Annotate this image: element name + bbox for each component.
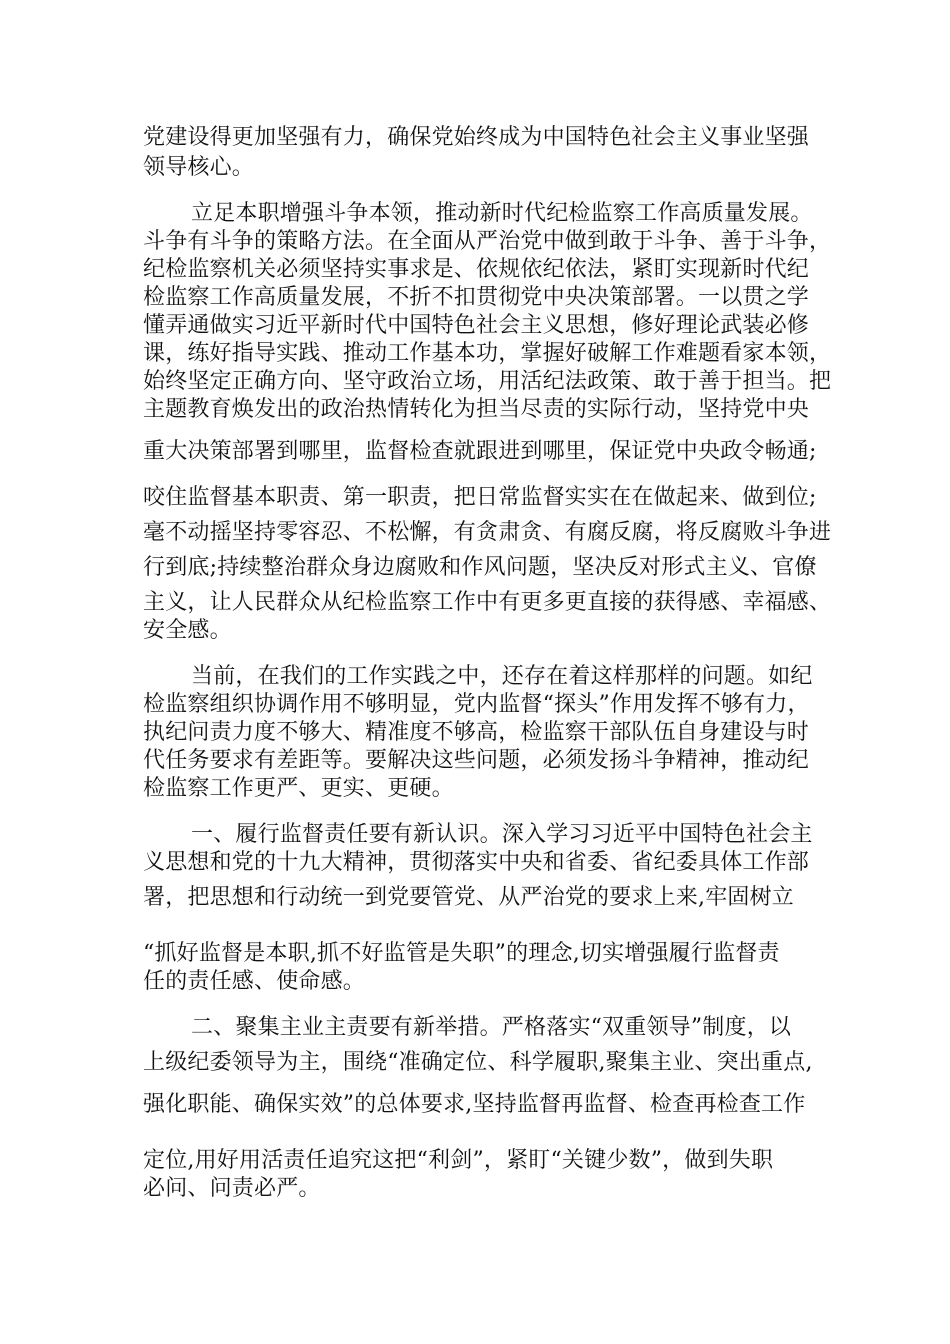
- text-line: 行到底;持续整治群众身边腐败和作风问题，坚决反对形式主义、官僚: [143, 555, 817, 580]
- paragraph-start-line: 立足本职增强斗争本领，推动新时代纪检监察工作高质量发展。: [191, 201, 813, 226]
- text-line: 上级纪委领导为主，围绕“准确定位、科学履职,聚集主业、突出重点,: [143, 1050, 813, 1075]
- paragraph-start-line: 当前，在我们的工作实践之中，还存在着这样那样的问题。如纪: [191, 664, 813, 689]
- text-line: 安全感。: [143, 618, 232, 643]
- text-line: 代任务要求有差距等。要解决这些问题，必须发扬斗争精神，推动纪: [143, 748, 810, 773]
- text-line: 检监察组织协调作用不够明显，党内监督“探头”作用发挥不够有力，: [143, 692, 810, 717]
- text-line: 任的责任感、使命感。: [143, 969, 366, 994]
- text-line: 毫不动摇坚持零容忍、不松懈，有贪肃贪、有腐反腐，将反腐败斗争进: [143, 520, 832, 545]
- text-line: 必问、问责必严。: [143, 1176, 321, 1201]
- text-line: 检监察工作更严、更实、更硬。: [143, 776, 454, 801]
- text-line: 纪检监察机关必须坚持实事求是、依规依纪依法，紧盯实现新时代纪: [143, 257, 810, 282]
- text-line: “抓好监督是本职,抓不好监管是失职”的理念,切实增强履行监督责: [143, 941, 780, 966]
- text-line: 执纪问责力度不够大、精准度不够高，检监察干部队伍自身建设与时: [143, 720, 810, 745]
- paragraph-start-line: 一、履行监督责任要有新认识。深入学习习近平中国特色社会主: [191, 822, 813, 847]
- text-line: 咬住监督基本职责、第一职责，把日常监督实实在在做起来、做到位;: [143, 485, 817, 510]
- text-line: 懂弄通做实习近平新时代中国特色社会主义思想，修好理论武装必修: [143, 313, 810, 338]
- text-line: 检监察工作高质量发展，不折不扣贯彻党中央决策部署。一以贯之学: [143, 285, 810, 310]
- text-line: 重大决策部署到哪里，监督检查就跟进到哪里，保证党中央政令畅通;: [143, 439, 817, 464]
- text-line: 义思想和党的十九大精神，贯彻落实中央和省委、省纪委具体工作部: [143, 850, 810, 875]
- text-line: 强化职能、确保实效”的总体要求,坚持监督再监督、检查再检查工作: [143, 1092, 806, 1117]
- text-line: 主题教育焕发出的政治热情转化为担当尽责的实际行动，坚持党中央: [143, 397, 810, 422]
- text-line: 主义，让人民群众从纪检监察工作中有更多更直接的获得感、幸福感、: [143, 590, 832, 615]
- text-line: 课，练好指导实践、推动工作基本功，掌握好破解工作难题看家本领，: [143, 341, 832, 366]
- paragraph-start-line: 二、聚集主业主责要有新举措。严格落实“双重领导”制度，以: [191, 1015, 792, 1040]
- text-line: 署，把思想和行动统一到党要管党、从严治党的要求上来,牢固树立: [143, 885, 794, 910]
- text-line: 始终坚定正确方向、坚守政治立场，用活纪法政策、敢于善于担当。把: [143, 369, 832, 394]
- text-line: 定位,用好用活责任追究这把“利剑”，紧盯“关键少数”，做到失职: [143, 1148, 774, 1173]
- text-line: 党建设得更加坚强有力，确保党始终成为中国特色社会主义事业坚强: [143, 125, 810, 150]
- text-line: 领导核心。: [143, 155, 255, 180]
- text-line: 斗争有斗争的策略方法。在全面从严治党中做到敢于斗争、善于斗争，: [143, 229, 832, 254]
